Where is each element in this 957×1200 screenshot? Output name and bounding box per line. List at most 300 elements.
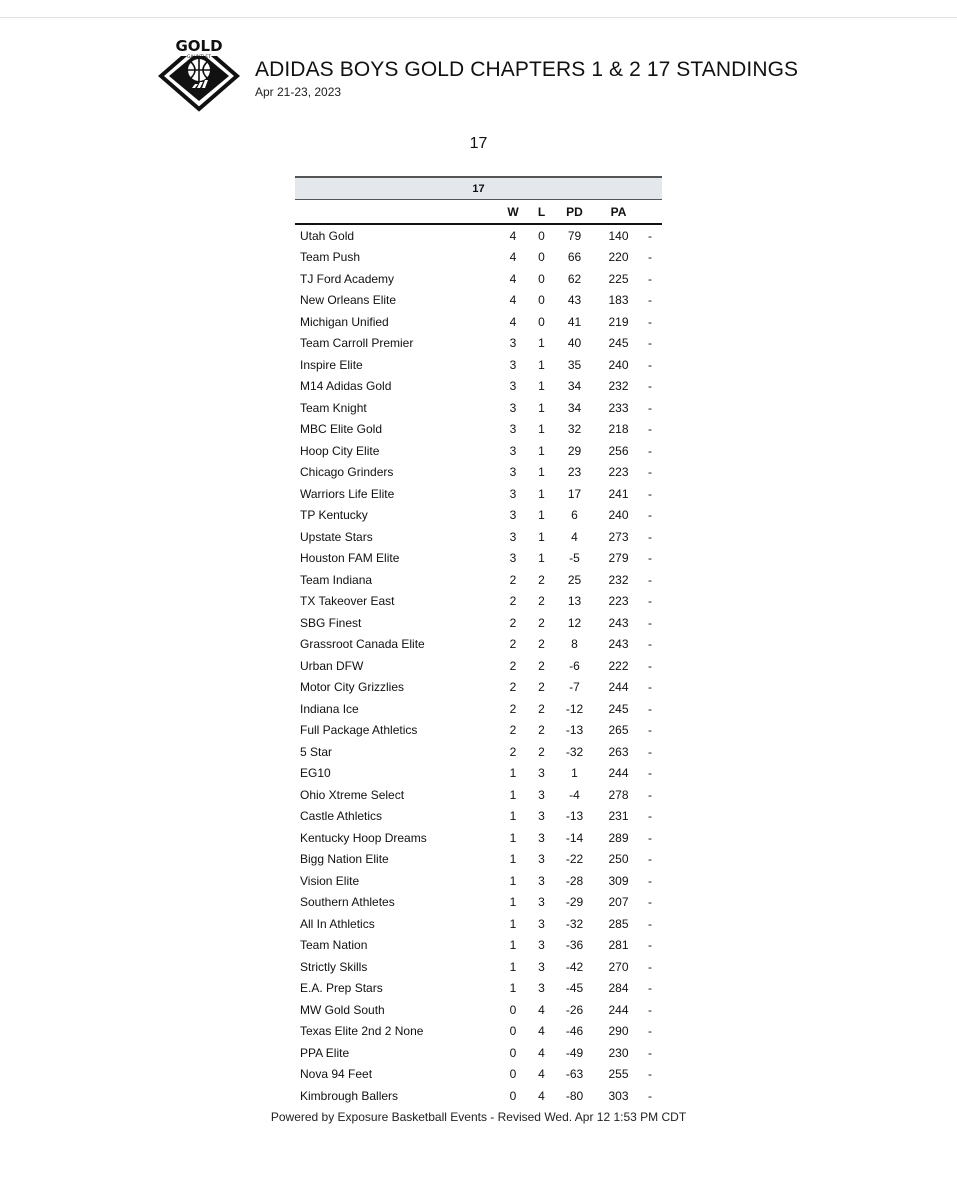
losses: 2 [538,658,545,673]
wins: 0 [509,1002,517,1017]
team-name: Motor City Grizzlies [300,680,405,695]
wins: 2 [509,658,517,673]
points-against: 243 [608,615,629,630]
points-against: 279 [608,551,629,566]
points-against: 244 [608,1002,629,1017]
extra-cell: - [648,1024,652,1039]
team-name: SBG Finest [300,615,362,630]
team-name: Team Push [300,250,361,265]
extra-cell: - [648,529,652,544]
points-against: 219 [608,314,629,329]
table-row [295,784,662,806]
team-name: EG10 [300,766,331,781]
points-against: 290 [608,1024,629,1039]
table-row [295,612,662,634]
extra-cell: - [648,293,652,308]
extra-cell: - [648,766,652,781]
table-title-row [295,177,662,200]
wins: 4 [509,250,517,265]
wins: 1 [509,916,517,931]
point-differential: 79 [567,228,582,243]
points-against: 222 [608,658,629,673]
table-row [295,913,662,935]
points-against: 285 [608,916,629,931]
points-against: 263 [608,744,629,759]
points-against: 230 [608,1045,629,1060]
extra-cell: - [648,465,652,480]
wins: 1 [509,809,517,824]
losses: 1 [538,357,545,372]
table-row [295,397,662,419]
table-title: 17 [295,177,662,200]
team-name: Strictly Skills [300,959,368,974]
extra-cell: - [648,701,652,716]
point-differential: 34 [567,400,582,415]
table-row [295,634,662,656]
points-against: 273 [608,529,629,544]
table-row [295,978,662,1000]
points-against: 223 [608,594,629,609]
point-differential: -28 [565,873,584,888]
extra-cell: - [648,357,652,372]
table-row [295,741,662,763]
extra-cell: - [648,615,652,630]
wins: 1 [509,830,517,845]
team-name: Castle Athletics [300,809,383,824]
extra-cell: - [648,809,652,824]
table-row [295,354,662,376]
team-name: Indiana Ice [300,701,359,716]
losses: 1 [538,422,545,437]
points-against: 220 [608,250,629,265]
extra-cell: - [648,422,652,437]
wins: 0 [509,1088,517,1103]
standings-body [295,224,662,1107]
extra-cell: - [648,551,652,566]
team-name: Team Nation [300,938,368,953]
losses: 1 [538,508,545,523]
team-name: Southern Athletes [300,895,395,910]
wins: 2 [509,701,517,716]
wins: 0 [509,1067,517,1082]
losses: 4 [538,1088,545,1103]
table-row [295,505,662,527]
extra-cell: - [648,938,652,953]
points-against: 232 [608,572,629,587]
points-against: 140 [608,228,629,243]
team-name: Ohio Xtreme Select [300,787,405,802]
top-divider [0,17,957,18]
team-name: Warriors Life Elite [300,486,395,501]
extra-cell: - [648,336,652,351]
extra-cell: - [648,443,652,458]
losses: 1 [538,529,545,544]
losses: 0 [538,228,545,243]
point-differential: 43 [567,293,582,308]
point-differential: 8 [571,637,578,652]
wins: 3 [509,508,517,523]
team-name: MW Gold South [300,1002,385,1017]
losses: 0 [538,314,545,329]
team-name: Team Knight [300,400,367,415]
table-row [295,440,662,462]
page-title: ADIDAS BOYS GOLD CHAPTERS 1 & 2 17 STANDINGS [255,58,799,81]
table-row [295,247,662,269]
point-differential: -26 [565,1002,584,1017]
wins: 1 [509,852,517,867]
point-differential: 62 [567,271,582,286]
table-row [295,655,662,677]
points-against: 245 [608,701,629,716]
losses: 4 [538,1045,545,1060]
wins: 3 [509,486,517,501]
points-against: 240 [608,508,629,523]
point-differential: -45 [565,981,584,996]
point-differential: 23 [567,465,582,480]
team-name: Utah Gold [300,228,355,243]
point-differential: 41 [567,314,582,329]
extra-cell: - [648,830,652,845]
footer-credit: Powered by Exposure Basketball Events - Revised Wed. Apr 12 1:53 PM CDT [270,1110,687,1124]
group-title: 17 [469,135,488,152]
table-row [295,999,662,1021]
standings-table [295,176,662,1107]
losses: 3 [538,766,545,781]
losses: 3 [538,938,545,953]
table-row [295,956,662,978]
extra-cell: - [648,916,652,931]
losses: 3 [538,916,545,931]
losses: 2 [538,701,545,716]
wins: 1 [509,895,517,910]
column-header-point-differential: PD [550,200,599,225]
losses: 2 [538,744,545,759]
losses: 1 [538,465,545,480]
points-against: 284 [608,981,629,996]
point-differential: -13 [565,809,584,824]
wins: 4 [509,314,517,329]
points-against: 183 [608,293,629,308]
extra-cell: - [648,1088,652,1103]
table-row [295,827,662,849]
table-row [295,569,662,591]
wins: 3 [509,465,517,480]
points-against: 278 [608,787,629,802]
team-name: Nova 94 Feet [300,1067,373,1082]
losses: 4 [538,1067,545,1082]
wins: 1 [509,959,517,974]
table-row [295,1021,662,1043]
team-name: 5 Star [300,744,333,759]
table-row [295,849,662,871]
event-date: Apr 21-23, 2023 [255,85,342,99]
team-name: Inspire Elite [300,357,363,372]
table-row [295,698,662,720]
wins: 0 [509,1045,517,1060]
extra-cell: - [648,637,652,652]
extra-cell: - [648,508,652,523]
table-row [295,483,662,505]
losses: 1 [538,486,545,501]
team-name: PPA Elite [300,1045,350,1060]
wins: 4 [509,271,517,286]
team-name: Chicago Grinders [300,465,394,480]
extra-cell: - [648,981,652,996]
logo-text: GOLD [175,37,223,55]
points-against: 223 [608,465,629,480]
wins: 3 [509,357,517,372]
table-row [295,1064,662,1086]
wins: 1 [509,766,517,781]
point-differential: -32 [565,744,584,759]
column-header-wins: W [493,200,533,225]
point-differential: -22 [565,852,584,867]
point-differential: -42 [565,959,584,974]
team-name: Kentucky Hoop Dreams [300,830,427,845]
losses: 3 [538,787,545,802]
losses: 2 [538,723,545,738]
point-differential: -63 [565,1067,584,1082]
point-differential: -12 [565,701,584,716]
extra-cell: - [648,594,652,609]
points-against: 240 [608,357,629,372]
extra-cell: - [648,486,652,501]
team-name: Michigan Unified [300,314,389,329]
table-row [295,763,662,785]
losses: 2 [538,572,545,587]
wins: 3 [509,422,517,437]
table-row [295,677,662,699]
table-row [295,935,662,957]
losses: 3 [538,873,545,888]
losses: 2 [538,615,545,630]
losses: 2 [538,594,545,609]
points-against: 265 [608,723,629,738]
extra-cell: - [648,314,652,329]
point-differential: 32 [567,422,582,437]
logo-subtext: GAUNTLET [186,55,212,60]
wins: 3 [509,336,517,351]
point-differential: -29 [565,895,584,910]
extra-cell: - [648,228,652,243]
team-name: All In Athletics [300,916,375,931]
wins: 1 [509,873,517,888]
extra-cell: - [648,852,652,867]
team-name: TP Kentucky [300,508,368,523]
point-differential: -7 [569,680,580,695]
point-differential: 66 [567,250,582,265]
team-name: TX Takeover East [300,594,395,609]
points-against: 218 [608,422,629,437]
point-differential: -36 [565,938,584,953]
table-header-row [295,200,662,225]
points-against: 309 [608,873,629,888]
point-differential: -14 [565,830,584,845]
points-against: 270 [608,959,629,974]
table-row [295,224,662,247]
wins: 2 [509,572,517,587]
table-row [295,870,662,892]
table-row [295,720,662,742]
table-row [295,1042,662,1064]
points-against: 303 [608,1088,629,1103]
wins: 2 [509,594,517,609]
extra-cell: - [648,895,652,910]
point-differential: 25 [567,572,582,587]
wins: 1 [509,938,517,953]
wins: 2 [509,637,517,652]
wins: 4 [509,293,517,308]
losses: 2 [538,637,545,652]
wins: 2 [509,744,517,759]
points-against: 243 [608,637,629,652]
losses: 3 [538,830,545,845]
table-row [295,376,662,398]
extra-cell: - [648,1067,652,1082]
points-against: 281 [608,938,629,953]
points-against: 225 [608,271,629,286]
point-differential: 1 [571,766,578,781]
gold-gauntlet-logo [158,36,240,112]
points-against: 250 [608,852,629,867]
losses: 1 [538,336,545,351]
wins: 3 [509,379,517,394]
team-name: Bigg Nation Elite [300,852,389,867]
table-row [295,311,662,333]
extra-cell: - [648,1002,652,1017]
extra-cell: - [648,1045,652,1060]
team-name: Team Carroll Premier [300,336,414,351]
losses: 0 [538,250,545,265]
points-against: 245 [608,336,629,351]
extra-cell: - [648,400,652,415]
point-differential: 4 [571,529,578,544]
team-name: Full Package Athletics [300,723,418,738]
point-differential: 34 [567,379,582,394]
extra-cell: - [648,744,652,759]
extra-cell: - [648,250,652,265]
table-row [295,462,662,484]
team-name: Texas Elite 2nd 2 None [300,1024,424,1039]
column-header-team [295,200,493,225]
extra-cell: - [648,787,652,802]
wins: 3 [509,443,517,458]
wins: 0 [509,1024,517,1039]
points-against: 289 [608,830,629,845]
losses: 3 [538,895,545,910]
point-differential: 35 [567,357,582,372]
point-differential: -4 [569,787,580,802]
column-header-points-against: PA [599,200,638,225]
table-row [295,892,662,914]
losses: 0 [538,271,545,286]
point-differential: -5 [569,551,580,566]
wins: 3 [509,551,517,566]
column-header-extra [638,200,662,225]
point-differential: 40 [567,336,582,351]
losses: 4 [538,1024,545,1039]
table-row [295,591,662,613]
wins: 2 [509,680,517,695]
team-name: Kimbrough Ballers [300,1088,399,1103]
points-against: 244 [608,766,629,781]
point-differential: 13 [567,594,582,609]
team-name: TJ Ford Academy [300,271,395,286]
point-differential: 12 [567,615,582,630]
table-row [295,548,662,570]
extra-cell: - [648,658,652,673]
points-against: 244 [608,680,629,695]
team-name: Upstate Stars [300,529,373,544]
team-name: M14 Adidas Gold [300,379,392,394]
wins: 1 [509,787,517,802]
points-against: 241 [608,486,629,501]
point-differential: 6 [571,508,578,523]
losses: 3 [538,809,545,824]
points-against: 256 [608,443,629,458]
team-name: E.A. Prep Stars [300,981,383,996]
points-against: 231 [608,809,629,824]
points-against: 232 [608,379,629,394]
point-differential: 17 [567,486,582,501]
extra-cell: - [648,680,652,695]
wins: 4 [509,228,517,243]
table-row [295,268,662,290]
points-against: 207 [608,895,629,910]
wins: 3 [509,400,517,415]
wins: 3 [509,529,517,544]
team-name: Urban DFW [300,658,364,673]
losses: 2 [538,680,545,695]
points-against: 233 [608,400,629,415]
point-differential: -13 [565,723,584,738]
team-name: Grassroot Canada Elite [300,637,425,652]
wins: 1 [509,981,517,996]
extra-cell: - [648,959,652,974]
table-row [295,526,662,548]
wins: 2 [509,723,517,738]
losses: 1 [538,379,545,394]
losses: 1 [538,443,545,458]
extra-cell: - [648,873,652,888]
point-differential: -32 [565,916,584,931]
losses: 3 [538,981,545,996]
losses: 3 [538,959,545,974]
losses: 4 [538,1002,545,1017]
team-name: Team Indiana [300,572,373,587]
extra-cell: - [648,572,652,587]
point-differential: -80 [565,1088,584,1103]
extra-cell: - [648,271,652,286]
point-differential: -49 [565,1045,584,1060]
extra-cell: - [648,723,652,738]
team-name: MBC Elite Gold [300,422,383,437]
team-name: Houston FAM Elite [300,551,400,566]
table-row [295,1085,662,1107]
losses: 1 [538,551,545,566]
team-name: New Orleans Elite [300,293,397,308]
extra-cell: - [648,379,652,394]
point-differential: 29 [567,443,582,458]
table-row [295,290,662,312]
point-differential: -6 [569,658,580,673]
losses: 1 [538,400,545,415]
point-differential: -46 [565,1024,584,1039]
points-against: 255 [608,1067,629,1082]
losses: 0 [538,293,545,308]
table-row [295,419,662,441]
losses: 3 [538,852,545,867]
